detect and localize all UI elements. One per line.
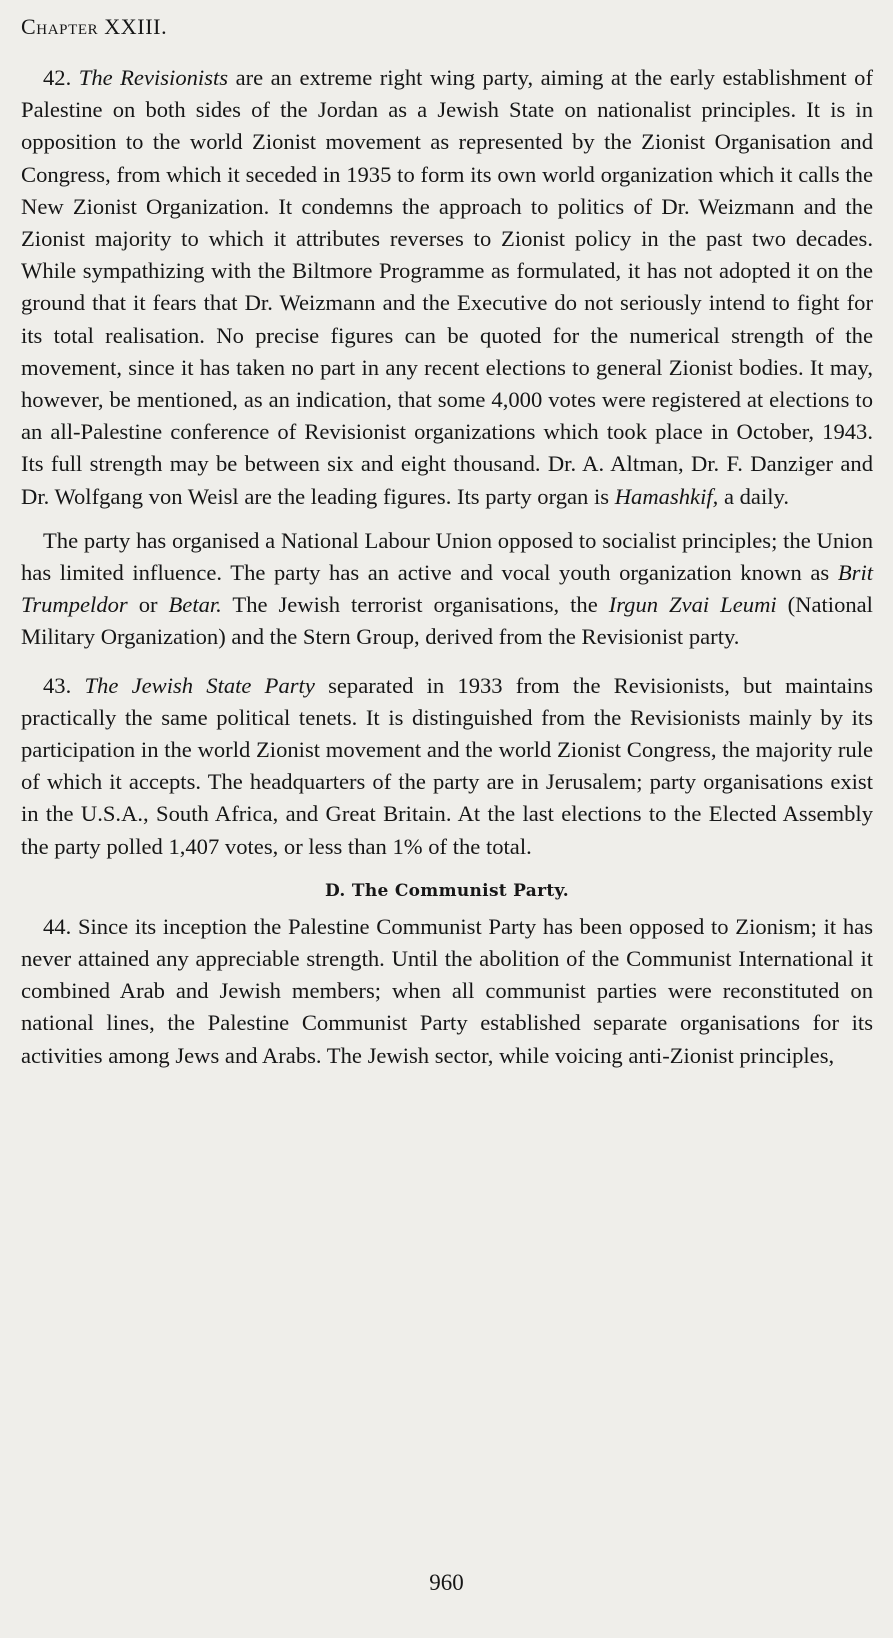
paragraph-text: (National Military Organization) and the Stern Group, derived from the Revisionist party. — [21, 592, 873, 650]
paragraph-text: 44. Since its inception the Palestine Communist Party has been opposed to Zionism; it has never attained any appreciable strength. Until the abolition of the Communist International it combined Arab and Jewish members; when all communist parties were reconstituted on national lines, the Palestine Communist Party established separate organisations for its activities among Jews and Arabs. The Jewish sector, while voicing anti-Zionist principles, — [21, 913, 873, 1068]
section-title: The Jewish State Party — [84, 672, 315, 698]
paragraph-43 — [21, 670, 873, 863]
paragraph-number: 42. — [43, 65, 72, 90]
section-title: The Revisionists — [78, 65, 229, 90]
paragraph-42-continued — [21, 525, 873, 654]
paragraph-text: or — [138, 592, 158, 618]
section-heading-d: D. The Communist Party. — [325, 880, 569, 901]
paragraph-44 — [21, 911, 873, 1072]
paragraph-text: The party has organised a National Labour Union opposed to socialist principles; the Union has limited influence. The party has an active and vocal youth organization known as — [21, 527, 873, 586]
youth-org-alt-name: Betar. — [168, 592, 222, 618]
paragraph-end: a daily. — [723, 483, 789, 509]
paragraph-number: 43. — [43, 672, 72, 698]
terrorist-org-name: Irgun Zvai Leumi — [608, 592, 777, 618]
paragraph-text: are an extreme right wing party, aiming at the early establishment of Palestine on both sides of the Jordan as a Jewish State on nationalist principles. It is in opposition to the world Zionist movement as represented by the Zionist Organisation and Congress, from which it seceded in 1935 to form its own world organization which it calls the New Zionist Organization. It condemns the approach to politics of Dr. Weizmann and the Zionist majority to which it attributes reverses to Zionist policy in the past two decades. While sympathizing with the Biltmore Programme as formulated, it has not adopted it on the ground that it fears that Dr. Weizmann and the Executive do not seriously intend to fight for its total realisation. No precise figures can be quoted for the numerical strength of the movement, since it has taken no part in any recent elections to general Zionist bodies. It may, however, be mentioned, as an indication, that some 4,000 votes were registered at elections to an all-Palestine conference of Revisionist organizations which took place in October, 1943. Its full strength may be between six and eight thousand. Dr. A. Altman, Dr. F. Danziger and Dr. Wolfgang von Weisl are the leading figures. Its party organ is — [21, 65, 873, 509]
party-organ: Hamashkif, — [614, 483, 719, 509]
paragraph-42 — [21, 62, 873, 513]
youth-org-name: Brit Trumpeldor — [21, 560, 873, 618]
paragraph-text: The Jewish terrorist organisations, the — [232, 592, 598, 618]
paragraph-text: separated in 1933 from the Revisionists, but maintains practically the same political tenets. It is distinguished from the Revisionists mainly by its participation in the world Zionist movement and the world Zionist Congress, the majority rule of which it accepts. The headquarters of the party are in Jerusalem; party organisations exist in the U.S.A., South Africa, and Great Britain. At the last elections to the Elected Assembly the party polled 1,407 votes, or less than 1% of the total. — [21, 672, 874, 859]
page-number: 960 — [429, 1570, 464, 1595]
chapter-heading: Chapter XXIII. — [21, 14, 168, 39]
